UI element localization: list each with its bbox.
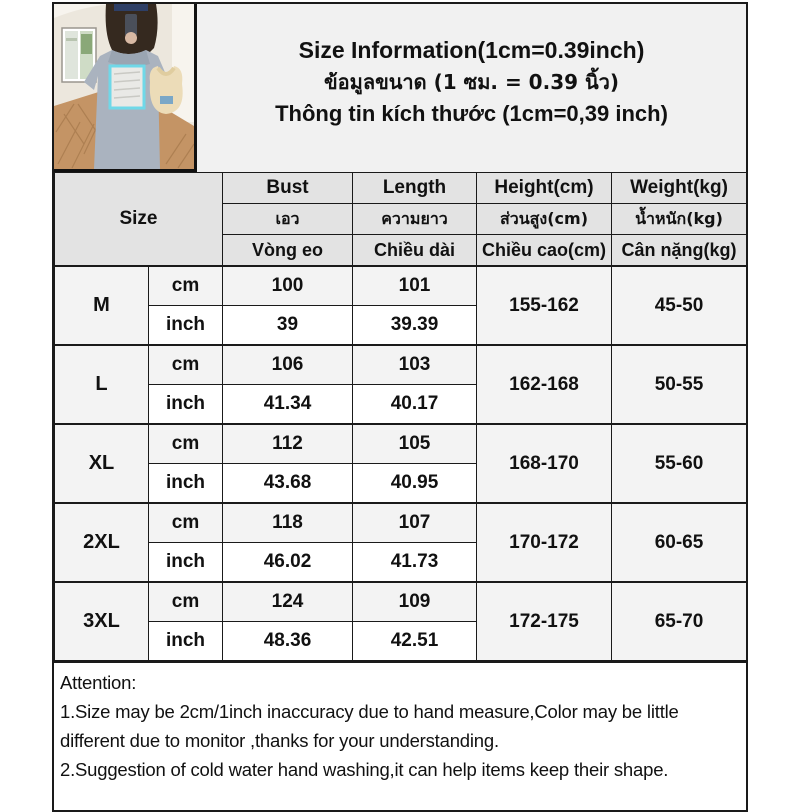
size-label: M bbox=[55, 266, 149, 345]
weight-range: 45-50 bbox=[612, 266, 747, 345]
size-label: 2XL bbox=[55, 503, 149, 582]
weight-range: 50-55 bbox=[612, 345, 747, 424]
attention-note-1: 1.Size may be 2cm/1inch inaccuracy due to hand measure,Color may be little different due to monitor ,thanks for your understanding. bbox=[60, 701, 679, 751]
weight-range: 55-60 bbox=[612, 424, 747, 503]
bust-inch-value: 39 bbox=[223, 306, 353, 346]
header-bust-en: Bust bbox=[223, 173, 353, 204]
title-thai: ข้อมูลขนาด (1 ซม. = 0.39 นิ้ว) bbox=[323, 70, 620, 94]
length-inch-value: 40.17 bbox=[353, 385, 477, 425]
bust-inch-value: 43.68 bbox=[223, 464, 353, 504]
header-weight-th: น้ำหนัก(kg) bbox=[612, 204, 747, 235]
header-length-th: ความยาว bbox=[353, 204, 477, 235]
attention-notes bbox=[54, 661, 746, 810]
length-inch-value: 41.73 bbox=[353, 543, 477, 583]
hand bbox=[125, 32, 137, 44]
bust-cm-value: 118 bbox=[223, 503, 353, 543]
height-range: 172-175 bbox=[477, 582, 612, 661]
header-height-vi: Chiều cao(cm) bbox=[477, 235, 612, 267]
bust-inch-value: 46.02 bbox=[223, 543, 353, 583]
title-block bbox=[197, 4, 746, 130]
unit-label-inch: inch bbox=[149, 464, 223, 504]
header-section bbox=[54, 4, 746, 172]
model-illustration bbox=[54, 4, 194, 169]
height-range: 162-168 bbox=[477, 345, 612, 424]
table-row bbox=[55, 345, 747, 385]
header-height-th: ส่วนสูง(cm) bbox=[477, 204, 612, 235]
bust-inch-value: 48.36 bbox=[223, 622, 353, 661]
size-info-sheet bbox=[52, 2, 748, 812]
table-row bbox=[55, 266, 747, 306]
bust-cm-value: 112 bbox=[223, 424, 353, 464]
unit-label-cm: cm bbox=[149, 345, 223, 385]
bag-label bbox=[160, 96, 173, 104]
bust-cm-value: 106 bbox=[223, 345, 353, 385]
unit-label-inch: inch bbox=[149, 385, 223, 425]
length-inch-value: 40.95 bbox=[353, 464, 477, 504]
header-length-en: Length bbox=[353, 173, 477, 204]
product-photo bbox=[54, 4, 197, 172]
length-cm-value: 105 bbox=[353, 424, 477, 464]
header-weight-en: Weight(kg) bbox=[612, 173, 747, 204]
unit-label-inch: inch bbox=[149, 622, 223, 661]
size-label: 3XL bbox=[55, 582, 149, 661]
corner-size-label: Size bbox=[55, 173, 223, 267]
unit-label-cm: cm bbox=[149, 266, 223, 306]
unit-label-cm: cm bbox=[149, 424, 223, 464]
length-inch-value: 39.39 bbox=[353, 306, 477, 346]
size-table bbox=[54, 172, 747, 661]
attention-heading: Attention: bbox=[60, 672, 137, 693]
length-cm-value: 101 bbox=[353, 266, 477, 306]
weight-range: 60-65 bbox=[612, 503, 747, 582]
header-weight-vi: Cân nặng(kg) bbox=[612, 235, 747, 267]
size-label: XL bbox=[55, 424, 149, 503]
title-vietnamese: Thông tin kích thước (1cm=0,39 inch) bbox=[275, 101, 668, 126]
table-row bbox=[55, 582, 747, 622]
table-row bbox=[55, 424, 747, 464]
cap bbox=[114, 4, 148, 11]
unit-label-cm: cm bbox=[149, 503, 223, 543]
header-height-en: Height(cm) bbox=[477, 173, 612, 204]
length-inch-value: 42.51 bbox=[353, 622, 477, 661]
table-row bbox=[55, 503, 747, 543]
height-range: 155-162 bbox=[477, 266, 612, 345]
unit-label-cm: cm bbox=[149, 582, 223, 622]
bust-cm-value: 100 bbox=[223, 266, 353, 306]
title-english: Size Information(1cm=0.39inch) bbox=[298, 37, 645, 63]
height-range: 170-172 bbox=[477, 503, 612, 582]
length-cm-value: 103 bbox=[353, 345, 477, 385]
bust-cm-value: 124 bbox=[223, 582, 353, 622]
attention-note-2: 2.Suggestion of cold water hand washing,it can help items keep their shape. bbox=[60, 759, 669, 780]
height-range: 168-170 bbox=[477, 424, 612, 503]
length-cm-value: 107 bbox=[353, 503, 477, 543]
header-bust-vi: Vòng eo bbox=[223, 235, 353, 267]
length-cm-value: 109 bbox=[353, 582, 477, 622]
bust-inch-value: 41.34 bbox=[223, 385, 353, 425]
header-bust-th: เอว bbox=[223, 204, 353, 235]
unit-label-inch: inch bbox=[149, 306, 223, 346]
size-label: L bbox=[55, 345, 149, 424]
header-length-vi: Chiều dài bbox=[353, 235, 477, 267]
unit-label-inch: inch bbox=[149, 543, 223, 583]
weight-range: 65-70 bbox=[612, 582, 747, 661]
